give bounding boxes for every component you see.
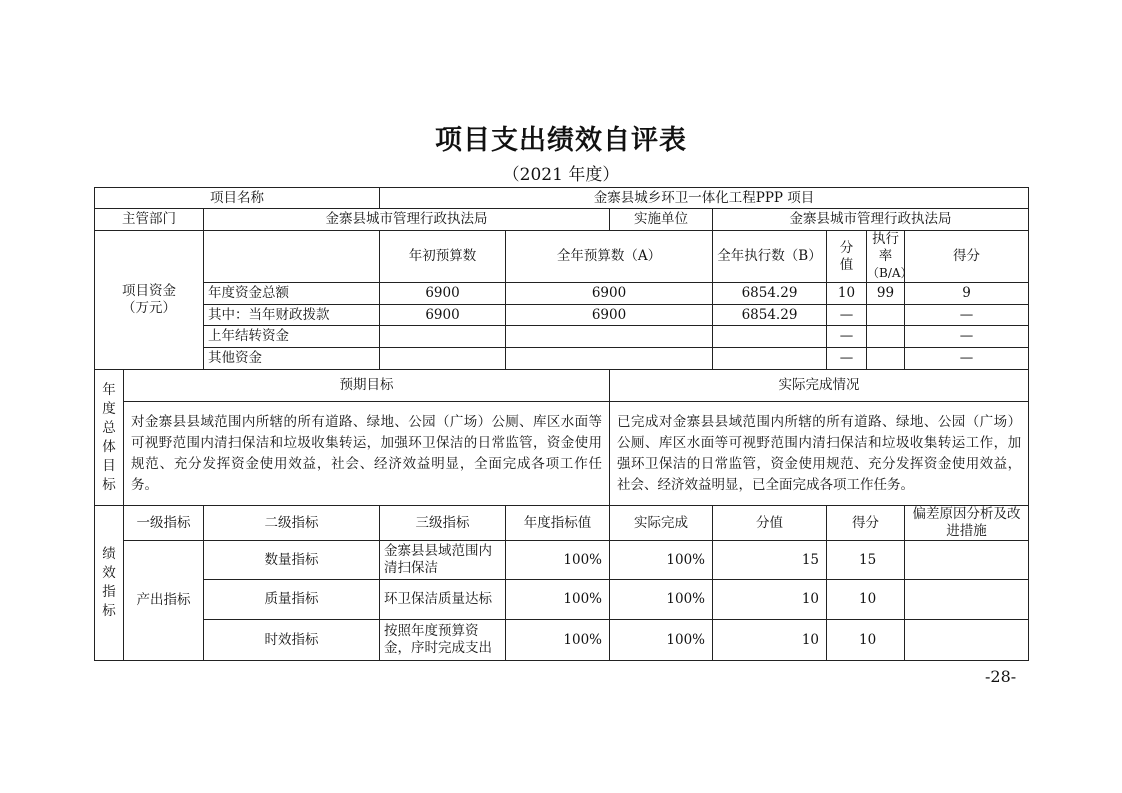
- indicator-actual: 100%: [610, 620, 713, 661]
- header-rate-2: （B/A）: [867, 266, 913, 280]
- funds-row-annual: 6900: [506, 283, 713, 305]
- funds-row-initial: [380, 348, 506, 370]
- actual-completion-header: 实际完成情况: [610, 370, 1029, 402]
- indicator-level3: 按照年度预算资金，序时完成支出: [380, 620, 506, 661]
- indicators-header-row: [95, 506, 1029, 541]
- goals-label-char: 标: [102, 476, 116, 493]
- header-weight-2: 值: [839, 256, 854, 273]
- indicator-score: 10: [827, 580, 905, 620]
- goals-label-char: 总: [102, 419, 116, 436]
- funds-row-annual: [506, 326, 713, 348]
- header-actual: 实际完成: [610, 506, 713, 541]
- self-evaluation-table: [94, 187, 1029, 661]
- page-number: -28-: [985, 667, 1017, 686]
- indicator-target: 100%: [506, 580, 610, 620]
- indicator-weight: 10: [713, 620, 827, 661]
- goals-label-char: 年: [102, 381, 116, 398]
- funds-row-executed: 6854.29: [713, 305, 827, 326]
- indicator-row: [95, 580, 1029, 620]
- indicators-label-char: 效: [102, 565, 116, 581]
- funds-row-label: 其他资金: [204, 348, 380, 370]
- funds-row: [95, 305, 1029, 326]
- header-rate: [867, 231, 913, 283]
- indicator-score: 15: [827, 541, 905, 580]
- header-level3: 三级指标: [380, 506, 506, 541]
- funds-label-line1: 项目资金: [122, 283, 176, 299]
- project-name-label: 项目名称: [95, 188, 380, 209]
- unit-value: 金寨县城市管理行政执法局: [713, 209, 1029, 231]
- header-weight-1: 分: [839, 239, 854, 256]
- indicator-analysis: [905, 541, 1029, 580]
- indicator-actual: 100%: [610, 541, 713, 580]
- header-target: 年度指标值: [506, 506, 610, 541]
- funds-row-executed: [713, 348, 827, 370]
- funds-row-weight: —: [827, 348, 867, 370]
- department-row: [95, 209, 1029, 231]
- funds-row-rate: [867, 326, 905, 348]
- indicator-analysis: [905, 580, 1029, 620]
- indicator-level2: 质量指标: [204, 580, 380, 620]
- funds-row-weight: 10: [827, 283, 867, 305]
- header-ind-weight: 分值: [713, 506, 827, 541]
- dept-value: 金寨县城市管理行政执法局: [204, 209, 610, 231]
- funds-row-executed: 6854.29: [713, 283, 827, 305]
- funds-row-annual: [506, 348, 713, 370]
- funds-row-executed: [713, 326, 827, 348]
- indicator-level2: 数量指标: [204, 541, 380, 580]
- funds-row-score: 9: [905, 283, 1029, 305]
- performance-indicators-label: [95, 506, 124, 661]
- header-level1: 一级指标: [124, 506, 204, 541]
- funds-row-score: —: [905, 348, 1029, 370]
- header-rate-1: 执行率: [872, 231, 899, 264]
- goals-content-row: [95, 402, 1029, 506]
- indicator-analysis: [905, 620, 1029, 661]
- funds-row-label: 其中：当年财政拨款: [204, 305, 380, 326]
- funds-row: [95, 348, 1029, 370]
- indicator-target: 100%: [506, 620, 610, 661]
- header-level2: 二级指标: [204, 506, 380, 541]
- indicator-weight: 15: [713, 541, 827, 580]
- indicator-weight: 10: [713, 580, 827, 620]
- goals-label-char: 度: [102, 400, 116, 417]
- funds-label: [95, 231, 204, 370]
- funds-row-score: —: [905, 326, 1029, 348]
- indicator-actual: 100%: [610, 580, 713, 620]
- goals-header-row: [95, 370, 1029, 402]
- indicator-target: 100%: [506, 541, 610, 580]
- funds-row-weight: —: [827, 326, 867, 348]
- page-title: 项目支出绩效自评表: [435, 125, 687, 156]
- funds-row-label: 上年结转资金: [204, 326, 380, 348]
- header-ind-score: 得分: [827, 506, 905, 541]
- header-analysis: 偏差原因分析及改进措施: [905, 506, 1029, 541]
- funds-row-rate: [867, 305, 905, 326]
- indicator-row: [95, 541, 1029, 580]
- funds-row-rate: 99: [867, 283, 905, 305]
- funds-header-row: [95, 231, 1029, 283]
- funds-row-initial: 6900: [380, 305, 506, 326]
- dept-label: 主管部门: [95, 209, 204, 231]
- page-subtitle: （2021 年度）: [502, 165, 620, 185]
- funds-row: [95, 283, 1029, 305]
- project-name-value: 金寨县城乡环卫一体化工程PPP 项目: [380, 188, 1029, 209]
- level1-value: 产出指标: [124, 541, 204, 661]
- funds-row-annual: 6900: [506, 305, 713, 326]
- actual-completion-text: 已完成对金寨县县域范围内所辖的所有道路、绿地、公园（广场）公厕、库区水面等可视野范围内清扫保洁和垃圾收集转运工作，加强环卫保洁的日常监管，资金使用规范、充分发挥资金使用效益，社会、经济效益明显，已全面完成各项工作任务。: [610, 402, 1029, 506]
- project-name-row: [95, 188, 1029, 209]
- goals-label-char: 体: [102, 438, 116, 455]
- expected-goal-text: 对金寨县县域范围内所辖的所有道路、绿地、公园（广场）公厕、库区水面等可视野范围内清扫保洁和垃圾收集转运，加强环卫保洁的日常监管，资金使用规范、充分发挥资金使用效益，社会、经济效益明显，全面完成各项工作任务。: [124, 402, 610, 506]
- indicators-label-char: 指: [102, 584, 116, 600]
- unit-label: 实施单位: [610, 209, 713, 231]
- funds-row-initial: 6900: [380, 283, 506, 305]
- indicator-level3: 金寨县县域范围内清扫保洁: [380, 541, 506, 580]
- header-score: 得分: [905, 231, 1029, 283]
- header-executed: 全年执行数（B）: [713, 231, 827, 283]
- funds-row-weight: —: [827, 305, 867, 326]
- indicator-level2: 时效指标: [204, 620, 380, 661]
- goals-label-char: 目: [102, 457, 116, 474]
- funds-row-initial: [380, 326, 506, 348]
- annual-goals-label: [95, 370, 124, 506]
- indicator-score: 10: [827, 620, 905, 661]
- header-initial-budget: 年初预算数: [380, 231, 506, 283]
- funds-header-blank: [204, 231, 380, 283]
- funds-row-label: 年度资金总额: [204, 283, 380, 305]
- indicator-level3: 环卫保洁质量达标: [380, 580, 506, 620]
- header-weight: [827, 231, 867, 283]
- indicators-label-char: 标: [102, 603, 116, 619]
- expected-goal-header: 预期目标: [124, 370, 610, 402]
- funds-label-line2: （万元）: [122, 300, 176, 316]
- indicator-row: [95, 620, 1029, 661]
- funds-row-score: —: [905, 305, 1029, 326]
- funds-row: [95, 326, 1029, 348]
- header-annual-budget: 全年预算数（A）: [506, 231, 713, 283]
- indicators-label-char: 绩: [102, 546, 116, 562]
- funds-row-rate: [867, 348, 905, 370]
